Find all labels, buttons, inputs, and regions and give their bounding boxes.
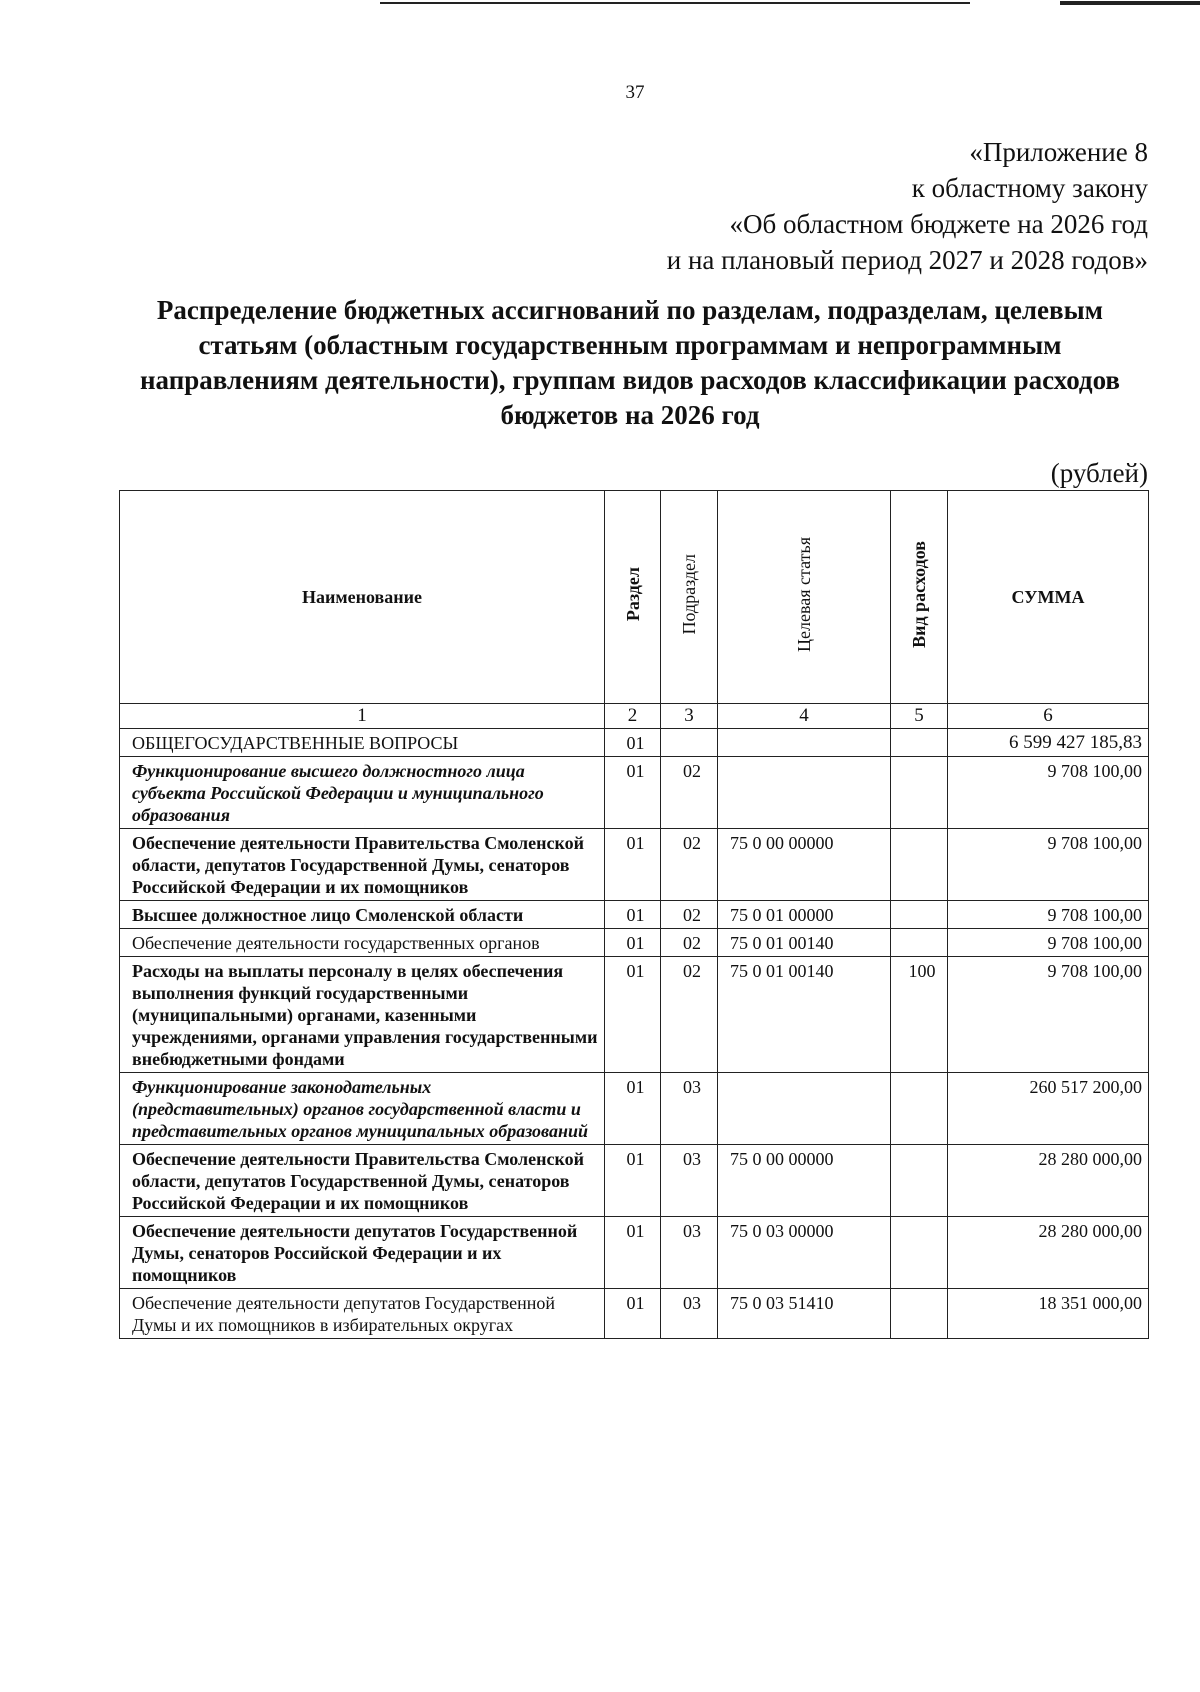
document-title: Распределение бюджетных ассигнований по разделам, подразделам, целевым статьям (областным государственным программам и непрограммным направлениям деятельности), группам видов расходов классификации расходов бюджетов на 2026 год	[140, 295, 1120, 430]
scan-edge-line	[380, 2, 970, 4]
column-number: 4	[718, 704, 891, 729]
row-section: 01	[605, 929, 661, 957]
row-name: ОБЩЕГОСУДАРСТВЕННЫЕ ВОПРОСЫ	[120, 729, 605, 757]
row-expense-type	[891, 1217, 948, 1289]
row-section: 01	[605, 1217, 661, 1289]
table-row	[120, 957, 1149, 1073]
row-expense-type	[891, 929, 948, 957]
column-number: 6	[948, 704, 1149, 729]
row-expense-type	[891, 1073, 948, 1145]
row-section: 01	[605, 1289, 661, 1339]
header-expense-type-label: Вид расходов	[909, 541, 929, 648]
appendix-line: и на плановый период 2027 и 2028 годов»	[666, 245, 1148, 275]
row-section: 01	[605, 901, 661, 929]
column-number: 3	[661, 704, 718, 729]
row-section: 01	[605, 1073, 661, 1145]
header-name	[120, 491, 605, 704]
row-expense-type: 100	[891, 957, 948, 1073]
table-row	[120, 1073, 1149, 1145]
row-sum: 9 708 100,00	[948, 757, 1149, 829]
row-subsection: 03	[661, 1073, 718, 1145]
appendix-line: «Об областном бюджете на 2026 год	[729, 209, 1148, 239]
row-section: 01	[605, 829, 661, 901]
units-label: (рублей)	[1050, 458, 1148, 488]
row-name: Обеспечение деятельности Правительства Смоленской области, депутатов Государственной Думы, сенаторов Российской Федерации и их помощников	[120, 1145, 605, 1217]
table-row	[120, 1145, 1149, 1217]
table-row	[120, 929, 1149, 957]
table-row	[120, 729, 1149, 757]
row-subsection: 02	[661, 929, 718, 957]
row-name: Высшее должностное лицо Смоленской области	[120, 901, 605, 929]
row-subsection: 02	[661, 957, 718, 1073]
row-name: Обеспечение деятельности Правительства Смоленской области, депутатов Государственной Думы, сенаторов Российской Федерации и их помощников	[120, 829, 605, 901]
row-target: 75 0 03 51410	[718, 1289, 891, 1339]
header-target	[718, 491, 891, 704]
row-target: 75 0 01 00000	[718, 901, 891, 929]
row-expense-type	[891, 1145, 948, 1217]
header-target-label: Целевая статья	[794, 537, 814, 652]
table-row	[120, 1289, 1149, 1339]
row-name: Расходы на выплаты персоналу в целях обеспечения выполнения функций государственными (муниципальными) органами, казенными учреждениями, органами управления государственными внебюджетными фондами	[120, 957, 605, 1073]
row-sum: 9 708 100,00	[948, 929, 1149, 957]
table-header-row	[120, 491, 1149, 704]
column-number: 5	[891, 704, 948, 729]
budget-table	[119, 490, 1149, 1339]
row-section: 01	[605, 757, 661, 829]
row-subsection	[661, 729, 718, 757]
scan-edge-line	[1060, 1, 1200, 5]
row-name: Обеспечение деятельности депутатов Государственной Думы, сенаторов Российской Федерации и их помощников	[120, 1217, 605, 1289]
row-name: Функционирование законодательных (представительных) органов государственной власти и представительных органов муниципальных образований	[120, 1073, 605, 1145]
header-expense-type	[891, 491, 948, 704]
appendix-line: «Приложение 8	[969, 137, 1148, 167]
page-number: 37	[625, 82, 645, 103]
row-target: 75 0 01 00140	[718, 957, 891, 1073]
row-name: Обеспечение деятельности депутатов Государственной Думы и их помощников в избирательных округах	[120, 1289, 605, 1339]
row-target: 75 0 01 00140	[718, 929, 891, 957]
row-section: 01	[605, 729, 661, 757]
row-target	[718, 729, 891, 757]
row-subsection: 02	[661, 757, 718, 829]
row-sum: 9 708 100,00	[948, 901, 1149, 929]
row-subsection: 02	[661, 901, 718, 929]
column-number-row	[120, 704, 1149, 729]
row-sum: 9 708 100,00	[948, 829, 1149, 901]
row-section: 01	[605, 1145, 661, 1217]
table-row	[120, 1217, 1149, 1289]
appendix-line: к областному закону	[911, 173, 1148, 203]
row-target	[718, 1073, 891, 1145]
row-section: 01	[605, 957, 661, 1073]
column-number: 1	[120, 704, 605, 729]
row-subsection: 03	[661, 1217, 718, 1289]
header-sum	[948, 491, 1149, 704]
header-section-label: Раздел	[622, 567, 643, 622]
header-subsection-label: Подраздел	[679, 554, 699, 635]
row-sum: 28 280 000,00	[948, 1217, 1149, 1289]
table-row	[120, 829, 1149, 901]
row-subsection: 02	[661, 829, 718, 901]
row-sum: 18 351 000,00	[948, 1289, 1149, 1339]
row-subsection: 03	[661, 1145, 718, 1217]
row-name: Функционирование высшего должностного лица субъекта Российской Федерации и муниципального образования	[120, 757, 605, 829]
row-sum: 260 517 200,00	[948, 1073, 1149, 1145]
header-section	[605, 491, 661, 704]
row-target	[718, 757, 891, 829]
row-expense-type	[891, 829, 948, 901]
row-sum: 6 599 427 185,83	[948, 729, 1149, 757]
column-number: 2	[605, 704, 661, 729]
row-sum: 28 280 000,00	[948, 1145, 1149, 1217]
row-target: 75 0 00 00000	[718, 829, 891, 901]
row-expense-type	[891, 729, 948, 757]
row-subsection: 03	[661, 1289, 718, 1339]
header-subsection	[661, 491, 718, 704]
row-expense-type	[891, 757, 948, 829]
row-name: Обеспечение деятельности государственных органов	[120, 929, 605, 957]
header-sum-label: СУММА	[1011, 587, 1085, 607]
table-row	[120, 901, 1149, 929]
row-target: 75 0 00 00000	[718, 1145, 891, 1217]
header-name-label: Наименование	[302, 587, 422, 607]
row-expense-type	[891, 901, 948, 929]
row-expense-type	[891, 1289, 948, 1339]
row-sum: 9 708 100,00	[948, 957, 1149, 1073]
appendix-header	[667, 134, 1148, 278]
row-target: 75 0 03 00000	[718, 1217, 891, 1289]
table-row	[120, 757, 1149, 829]
